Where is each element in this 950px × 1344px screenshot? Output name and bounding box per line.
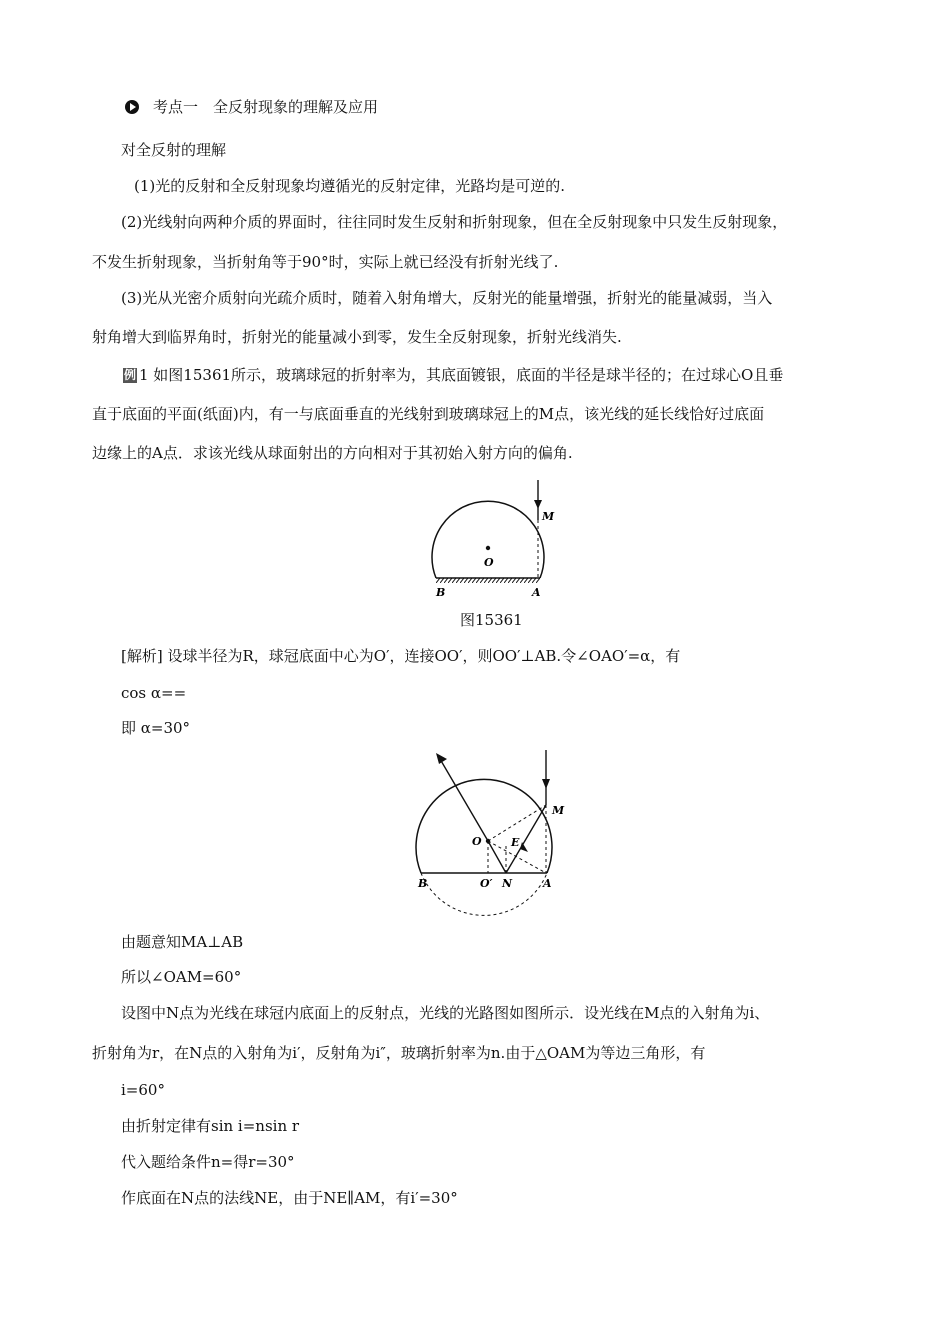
ray-path-figure xyxy=(410,745,580,930)
example-line xyxy=(123,365,783,385)
arrow-up-left-icon xyxy=(436,753,447,764)
text-line: 设图中N点为光线在球冠内底面上的反射点，光线的光路图如图所示．设光线在M点的入射角为i、 xyxy=(121,1004,770,1022)
example-badge: 例 xyxy=(123,367,136,382)
text-line: 由折射定律有sin i=nsin r xyxy=(121,1117,300,1135)
label-B: B xyxy=(436,586,446,599)
arrow-down-icon xyxy=(542,779,550,789)
text-line: (1)光的反射和全反射现象均遵循光的反射定律，光路均是可逆的. xyxy=(134,177,566,195)
text-line: 代入题给条件n=得r=30° xyxy=(121,1153,295,1171)
label-O: O xyxy=(484,556,494,569)
figure-15361 xyxy=(420,478,570,603)
text-line: (3)光从光密介质射向光疏介质时，随着入射角增大，反射光的能量增强，折射光的能量减弱，当入 xyxy=(121,289,773,307)
reflected-ray-NO xyxy=(488,841,506,873)
text-line: 边缘上的A点．求该光线从球面射出的方向相对于其初始入射方向的偏角. xyxy=(92,444,573,462)
text-line: 由题意知MA⊥AB xyxy=(121,933,244,951)
section-title: 考点一 全反射现象的理解及应用 xyxy=(153,98,379,116)
text-line: 即 α=30° xyxy=(121,719,191,737)
label-E: E xyxy=(511,836,520,849)
silver-coating xyxy=(436,578,540,583)
label-M: M xyxy=(552,804,565,817)
label-O: O xyxy=(472,835,482,848)
label-A: A xyxy=(543,877,552,890)
arrow-down-icon xyxy=(534,500,542,509)
center-point xyxy=(486,839,490,843)
figure-caption: 图15361 xyxy=(460,611,523,629)
text-line: 所以∠OAM=60° xyxy=(121,968,242,986)
label-B: B xyxy=(418,877,428,890)
text-line: (2)光线射向两种介质的界面时，往往同时发生反射和折射现象，但在全反射现象中只发生反射现象， xyxy=(121,213,788,231)
text-line: 作底面在N点的法线NE，由于NE∥AM，有i′=30° xyxy=(121,1189,458,1207)
text-line: 1 如图15361所示，玻璃球冠的折射率为，其底面镀银，底面的半径是球半径的；在过球心O且垂 xyxy=(139,366,784,384)
label-A: A xyxy=(532,586,541,599)
text-line: 折射角为r，在N点的入射角为i′，反射角为i″，玻璃折射率为n.由于△OAM为等边三角形，有 xyxy=(92,1044,706,1062)
section-heading xyxy=(125,97,378,117)
sphere-arc-solid xyxy=(416,779,552,873)
text-line: i=60° xyxy=(121,1081,165,1099)
paragraph-heading: 对全反射的理解 xyxy=(121,141,227,159)
label-N: N xyxy=(502,877,513,890)
text-line: 不发生折射现象，当折射角等于90°时，实际上就已经没有折射光线了. xyxy=(92,253,559,271)
exit-ray xyxy=(440,759,488,841)
solution-line: [解析] 设球半径为R，球冠底面中心为O′，连接OO′，则OO′⊥AB.令∠OAO′=α，有 xyxy=(121,647,681,665)
label-M: M xyxy=(542,510,555,523)
text-line: 直于底面的平面(纸面)内，有一与底面垂直的光线射到玻璃球冠上的M点，该光线的延长线恰好过底面 xyxy=(92,405,765,423)
text-line: 射角增大到临界角时，折射光的能量减小到零，发生全反射现象，折射光线消失. xyxy=(92,328,622,346)
play-bullet-icon xyxy=(125,100,139,114)
text-line: cos α== xyxy=(121,684,187,702)
center-point xyxy=(486,546,490,550)
label-O-prime: O′ xyxy=(480,877,493,890)
